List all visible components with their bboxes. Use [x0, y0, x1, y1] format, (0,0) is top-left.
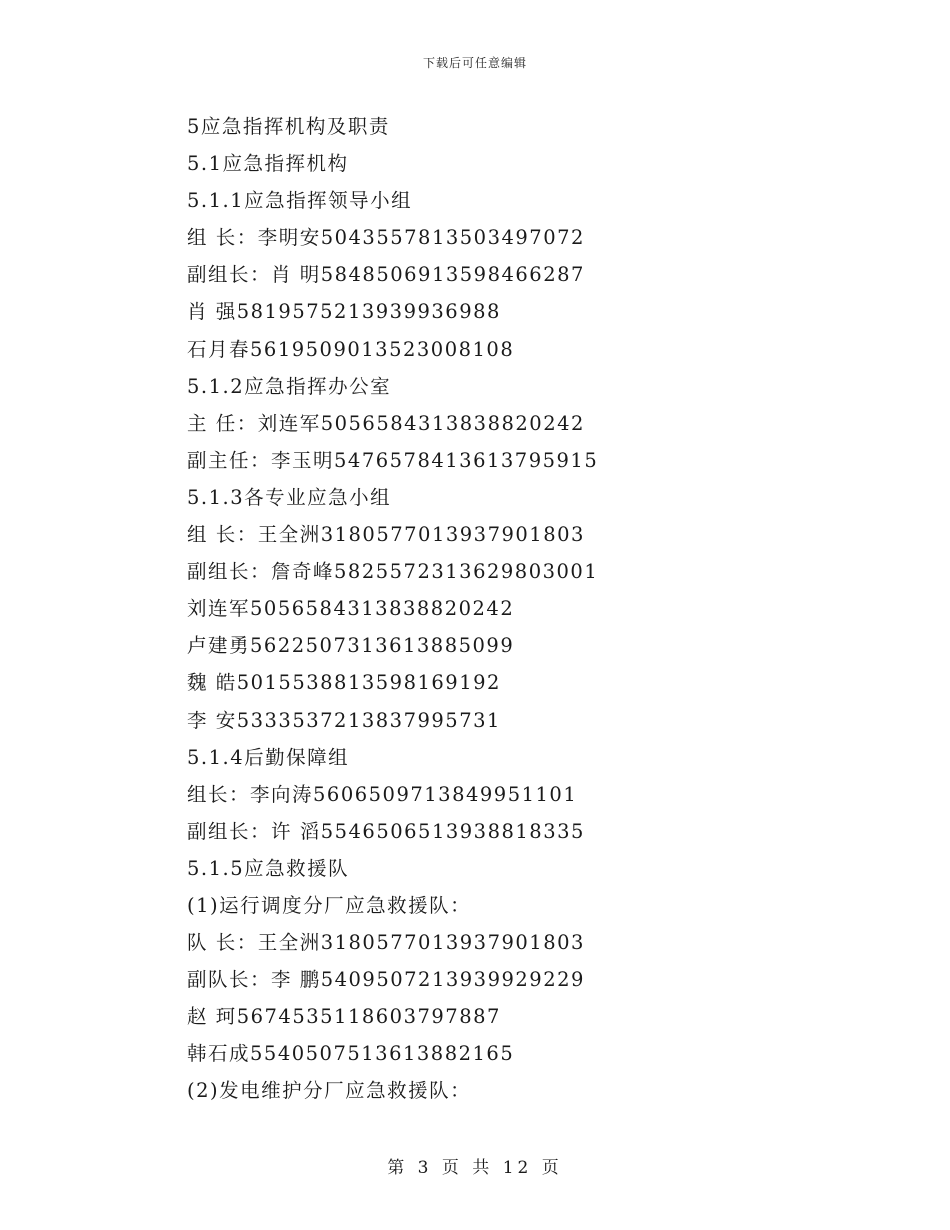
subsection-heading: 5.1.2应急指挥办公室	[187, 374, 392, 398]
subsection-heading: 5.1应急指挥机构	[187, 152, 349, 176]
page-number-footer: 第 3 页 共 12 页	[387, 1158, 563, 1178]
contact-line: 李 安5333537213837995731	[187, 708, 501, 732]
subsection-heading: 5.1.5应急救援队	[187, 856, 350, 880]
subsection-heading: 5.1.1应急指挥领导小组	[187, 189, 413, 213]
page-header-note: 下载后可任意编辑	[422, 56, 527, 70]
contact-line: 副组长：许 滔5546506513938818335	[187, 819, 585, 843]
contact-line: 队 长：王全洲3180577013937901803	[187, 931, 585, 955]
contact-line: 副组长：詹奇峰5825572313629803001	[187, 560, 599, 584]
contact-line: 肖 强5819575213939936988	[187, 300, 501, 324]
contact-line: 赵 珂5674535118603797887	[187, 1005, 501, 1029]
contact-line: 刘连军5056584313838820242	[187, 597, 515, 621]
contact-line: 组 长：王全洲3180577013937901803	[187, 523, 585, 547]
contact-line: 主 任：刘连军5056584313838820242	[187, 411, 585, 435]
contact-line: 副队长：李 鹏5409507213939929229	[187, 968, 585, 992]
contact-line: 组长：李向涛5606509713849951101	[187, 782, 578, 806]
contact-line: 韩石成5540507513613882165	[187, 1042, 515, 1066]
document-body	[187, 108, 887, 1110]
team-heading: (2)发电维护分厂应急救援队：	[187, 1079, 472, 1103]
contact-line: 组 长：李明安5043557813503497072	[187, 226, 585, 250]
contact-line: 魏 皓5015538813598169192	[187, 671, 501, 695]
section-heading: 5应急指挥机构及职责	[187, 115, 390, 138]
contact-line: 副组长：肖 明5848506913598466287	[187, 263, 585, 287]
contact-line: 副主任：李玉明5476578413613795915	[187, 448, 599, 472]
subsection-heading: 5.1.4后勤保障组	[187, 745, 350, 769]
contact-line: 卢建勇5622507313613885099	[187, 634, 515, 658]
team-heading: (1)运行调度分厂应急救援队：	[187, 893, 472, 917]
contact-line: 石月春5619509013523008108	[187, 337, 515, 361]
subsection-heading: 5.1.3各专业应急小组	[187, 485, 392, 509]
